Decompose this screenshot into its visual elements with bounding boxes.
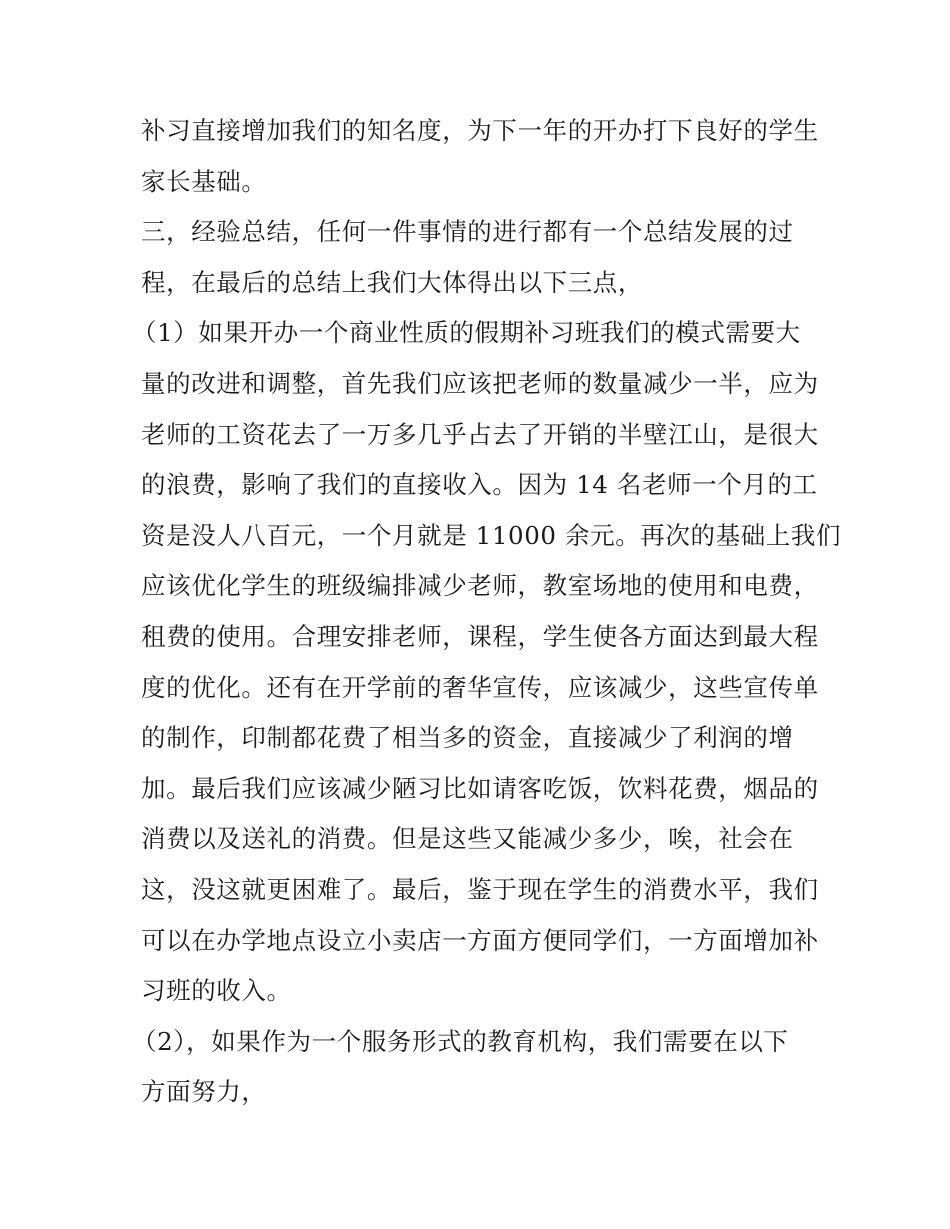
text-line: 应该优化学生的班级编排减少老师，教室场地的使用和电费， — [141, 571, 819, 601]
text-line: 这，没这就更困难了。最后，鉴于现在学生的消费水平，我们 — [141, 874, 819, 904]
document-body — [132, 106, 842, 1118]
text-line: 消费以及送礼的消费。但是这些又能减少多少，唉，社会在 — [141, 824, 794, 854]
text-line: 补习直接增加我们的知名度，为下一年的开办打下良好的学生 — [141, 116, 819, 145]
text-line: 加。最后我们应该减少陋习比如请客吃饭，饮料花费，烟品的 — [141, 773, 819, 803]
text-line: 程，在最后的总结上我们大体得出以下三点， — [141, 267, 643, 297]
text-line: 家长基础。 — [141, 166, 267, 196]
text-line: 租费的使用。合理安排老师，课程，学生使各方面达到最大程 — [141, 621, 819, 651]
text-line: 方面努力， — [141, 1077, 267, 1107]
text-line: 老师的工资花去了一万多几乎占去了开销的半壁江山，是很大 — [141, 419, 819, 449]
text-line: 的制作，印制都花费了相当多的资金，直接减少了利润的增 — [141, 723, 794, 753]
text-line: （2），如果作为一个服务形式的教育机构，我们需要在以下 — [132, 1026, 789, 1056]
text-line: 度的优化。还有在开学前的奢华宣传，应该减少，这些宣传单 — [141, 672, 819, 702]
text-line: 三，经验总结，任何一件事情的进行都有一个总结发展的过 — [141, 217, 794, 247]
text-line: 量的改进和调整，首先我们应该把老师的数量减少一半，应为 — [141, 368, 819, 398]
text-line: 习班的收入。 — [141, 976, 292, 1006]
text-line: （1）如果开办一个商业性质的假期补习班我们的模式需要大 — [132, 318, 801, 348]
text-line: 的浪费，影响了我们的直接收入。因为 14 名老师一个月的工 — [141, 470, 818, 500]
text-line: 资是没人八百元，一个月就是 11000 余元。再次的基础上我们 — [141, 520, 842, 550]
text-line: 可以在办学地点设立小卖店一方面方便同学们，一方面增加补 — [141, 925, 819, 955]
